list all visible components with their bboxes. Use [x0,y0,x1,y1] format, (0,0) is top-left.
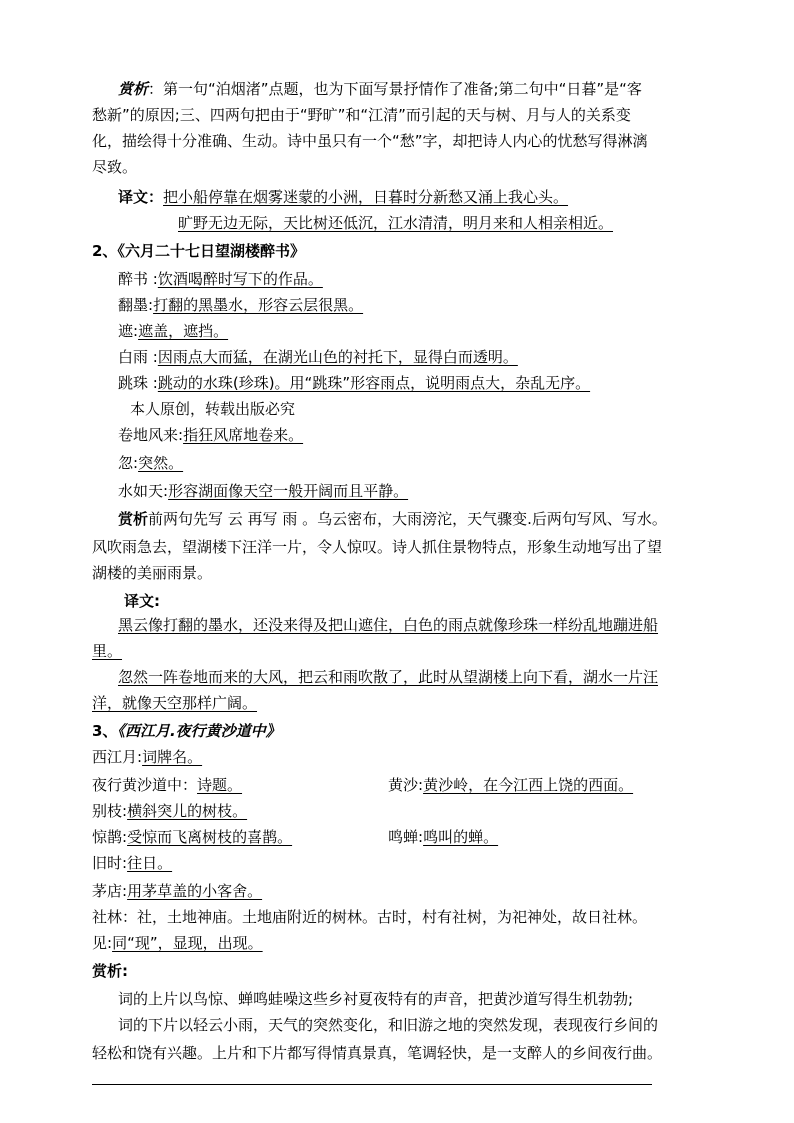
heading-title: 《西江月.夜行黄沙道中》 [117,722,281,740]
glossary-definition: 横斜突儿的树枝。 [127,802,248,820]
glossary-definition: 黄沙岭，在今江西上饶的西面。 [423,776,634,794]
separator: : [122,882,128,900]
appreciation-label: 赏析 [118,80,149,98]
glossary-definition: 跳动的水珠(珍珠)。用“跳珠”形容雨点，说明雨点大，杂乱无序。 [157,374,591,392]
separator: : [163,482,169,500]
text-line: 轻松和饶有兴趣。上片和下片都写得情真景真，笔调轻快，是一支醉人的乡间夜行曲。 [92,1044,663,1062]
appreciation-paragraph-2 [118,506,667,532]
text-line: 湖楼的美丽雨景。 [92,564,213,582]
text-line: 尽致。 [92,158,138,176]
appreciation-label: 赏析 [118,510,149,528]
separator: : [148,374,158,392]
glossary-item [118,370,590,396]
text-line: 前两句先写 云 再写 雨 。乌云密布，大雨滂沱，天气骤变.后两句写风、写水。 [148,510,667,528]
separator: ： [122,908,138,926]
text-line: 风吹雨急去，望湖楼下汪洋一片，令人惊叹。诗人抓住景物特点，形象生动地写出了望 [92,538,663,556]
glossary-term: 水如天 [118,482,164,500]
glossary-term: 鸣蝉 [388,828,419,846]
separator: : [148,270,158,288]
separator: : [418,828,424,846]
glossary-definition: 突然。 [138,454,184,472]
glossary-item [92,904,647,930]
separator: : [418,776,424,794]
separator: ： [182,776,198,794]
glossary-item [92,798,247,824]
glossary-term: 旧时 [92,854,123,872]
glossary-term: 黄沙 [388,776,419,794]
separator: : [122,802,128,820]
separator: : [178,426,184,444]
glossary-item [92,744,202,770]
glossary-definition: 指狂风席地卷来。 [183,426,304,444]
glossary-item [92,878,262,904]
glossary-definition: 打翻的黑墨水，形容云层很黑。 [153,296,364,314]
glossary-item [92,930,263,956]
text-line: 词的上片以鸟惊、蝉鸣蛙噪这些乡衬夏夜特有的声音，把黄沙道写得生机勃勃; [118,990,634,1008]
translation-text: 里。 [92,642,123,660]
glossary-term: 忽 [118,454,134,472]
glossary-term: 夜行黄沙道中 [92,776,183,794]
appreciation-paragraph-1 [118,76,642,102]
glossary-term: 白雨 [118,348,149,366]
text-line: 化，描绘得十分准确、生动。诗中虽只有一个“愁”字，却把诗人内心的忧愁写得淋漓 [92,132,648,150]
separator: : [148,348,158,366]
glossary-term: 跳珠 [118,374,149,392]
glossary-item [388,824,498,850]
glossary-definition: 形容湖面像天空一般开阔而且平静。 [168,482,409,500]
glossary-definition: 社，土地神庙。土地庙附近的树林。古时，村有社树，为祀神处，故日社林。 [137,908,648,926]
separator: : [148,296,154,314]
separator: : [133,322,139,340]
translation-text: 黑云像打翻的墨水，还没来得及把山遮住，白色的雨点就像珍珠一样纷乱地蹦进船 [118,616,659,634]
glossary-definition: 因雨点大而猛，在湖光山色的衬托下，显得白而透明。 [157,348,518,366]
glossary-definition: 鸣叫的蝉。 [423,828,499,846]
glossary-term: 别枝 [92,802,123,820]
separator: : [122,854,128,872]
text-line: 词的下片以轻云小雨，天气的突然变化，和旧游之地的突然发现，表现夜行乡间的 [118,1016,659,1034]
glossary-item [118,266,323,292]
glossary-item [92,824,292,850]
glossary-definition: 往日。 [127,854,173,872]
translation-text: 洋，就像天空那样广阔。 [92,694,258,712]
glossary-term: 遮 [118,322,134,340]
translation-label: 译文: [124,592,160,610]
glossary-definition: 诗题。 [197,776,243,794]
glossary-item [118,478,408,504]
glossary-definition: 饮酒喝醉时写下的作品。 [157,270,323,288]
translation-label: 译文： [118,188,164,206]
glossary-definition: 受惊而飞离树枝的喜鹊。 [127,828,293,846]
glossary-item [118,422,303,448]
separator: : [107,934,113,952]
translation-text: 旷野无边无际，天比树还低沉，江水清清，明月来和人相亲相近。 [178,214,614,232]
glossary-item [118,450,183,476]
heading-number: 2、 [92,242,118,260]
glossary-item [118,318,228,344]
text-line: ：第一句“泊烟渚”点题，也为下面写景抒情作了准备;第二句中“日暮”是“客 [148,80,642,98]
glossary-definition: 遮盖，遮挡。 [138,322,229,340]
glossary-term: 醉书 [118,270,149,288]
heading-title: 《六月二十七日望湖楼醉书》 [117,242,305,260]
glossary-term: 茅店 [92,882,123,900]
glossary-term: 西江月 [92,748,138,766]
section-heading [92,718,281,744]
glossary-definition: 同“现”，显现，出现。 [112,934,263,952]
appreciation-label: 赏析: [92,962,128,980]
translation-line [118,184,568,210]
copyright-notice: 本人原创，转载出版必究 [130,400,296,418]
glossary-term: 惊鹊 [92,828,123,846]
translation-text: 忽然一阵卷地而来的大风，把云和雨吹散了，此时从望湖楼上向下看，湖水一片汪 [118,668,659,686]
glossary-term: 翻墨 [118,296,149,314]
separator: : [133,454,139,472]
text-line: 愁新”的原因;三、四两句把由于“野旷”和“江清”而引起的天与树、月与人的关系变 [92,106,631,124]
glossary-term: 社林 [92,908,123,926]
glossary-item [92,772,242,798]
glossary-definition: 用茅草盖的小客舍。 [127,882,263,900]
glossary-item [118,292,363,318]
glossary-item [118,344,518,370]
glossary-item [388,772,633,798]
separator: : [122,828,128,846]
glossary-term: 见 [92,934,108,952]
glossary-term: 卷地风来 [118,426,179,444]
footer-rule [92,1084,652,1085]
glossary-definition: 词牌名。 [142,748,203,766]
heading-number: 3、 [92,722,118,740]
separator: : [137,748,143,766]
glossary-item [92,850,172,876]
section-heading [92,238,305,264]
translation-text: 把小船停靠在烟雾迷蒙的小洲，日暮时分新愁又涌上我心头。 [163,188,569,206]
